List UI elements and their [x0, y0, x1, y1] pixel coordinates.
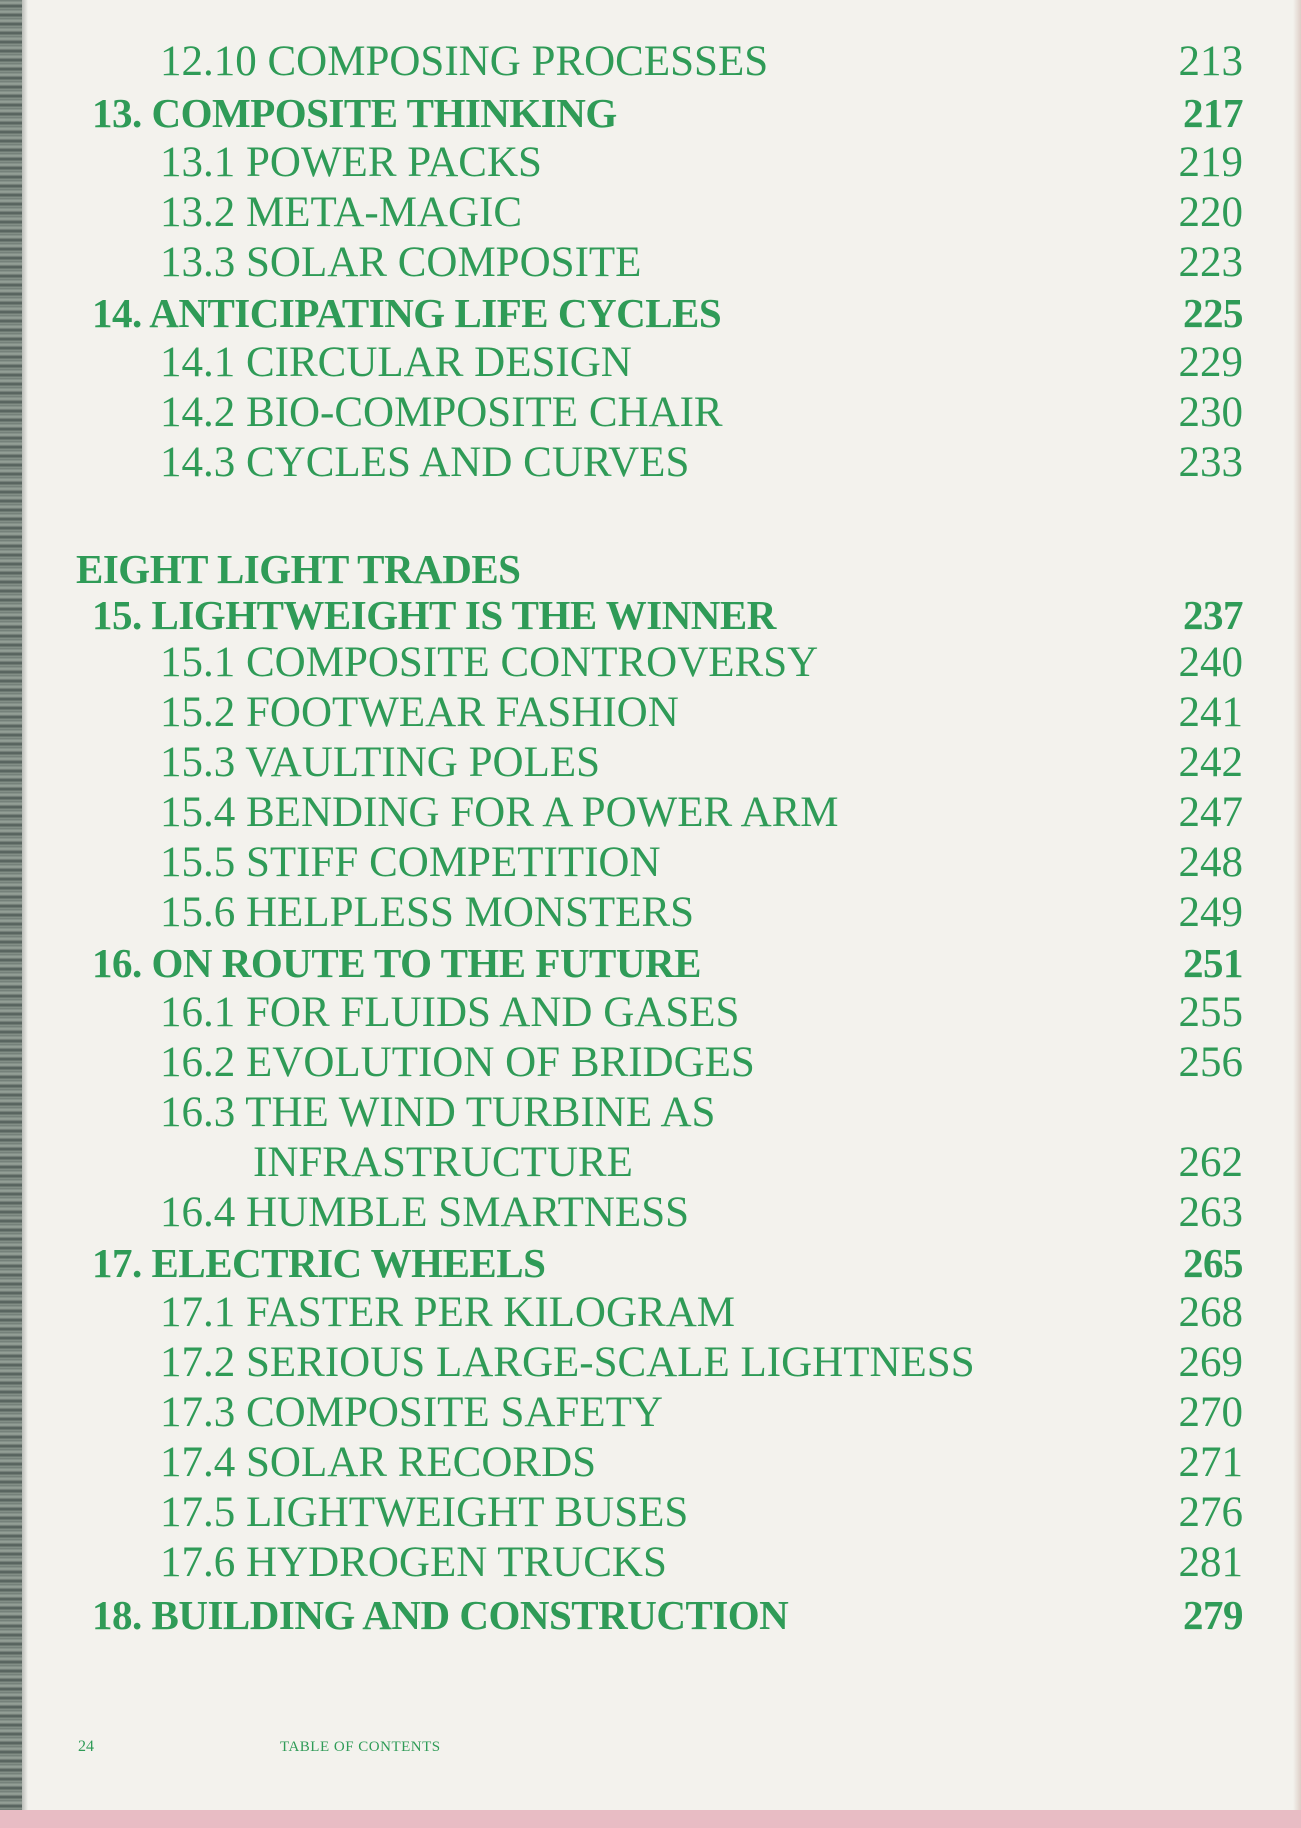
entry-title: 16.1 FOR FLUIDS AND GASES: [160, 989, 740, 1036]
entry-title: 14.3 CYCLES AND CURVES: [160, 439, 690, 486]
chapter-title: 14. ANTICIPATING LIFE CYCLES: [92, 290, 722, 336]
toc-entry: [0, 888, 1301, 938]
chapter-title: 18. BUILDING AND CONSTRUCTION: [92, 1592, 789, 1638]
bottom-edge: [0, 1810, 1301, 1828]
entry-title: 14.1 CIRCULAR DESIGN: [160, 339, 632, 386]
entry-page: 255: [1178, 989, 1243, 1036]
toc-entry: [0, 188, 1301, 238]
entry-title: 17.5 LIGHTWEIGHT BUSES: [160, 1489, 689, 1536]
toc-entry: [0, 388, 1301, 438]
toc-entry: [0, 988, 1301, 1038]
entry-page: 281: [1178, 1539, 1243, 1586]
chapter-title: 13. COMPOSITE THINKING: [92, 90, 617, 136]
entry-title: 13.2 META-MAGIC: [160, 189, 523, 236]
entry-page: 263: [1178, 1189, 1243, 1236]
toc-entry: [0, 738, 1301, 788]
toc-entry: [0, 37, 1301, 87]
entry-page: 223: [1178, 239, 1243, 286]
toc-chapter: [0, 288, 1301, 338]
toc-chapter: [0, 1590, 1301, 1640]
entry-page: 240: [1178, 639, 1243, 686]
entry-page: 262: [1178, 1139, 1243, 1186]
toc-entry: [0, 1488, 1301, 1538]
toc-entry: [0, 1038, 1301, 1088]
entry-title: 15.4 BENDING FOR A POWER ARM: [160, 789, 839, 836]
toc-entry: [0, 238, 1301, 288]
toc-entry: [0, 1338, 1301, 1388]
chapter-page: 237: [1183, 592, 1243, 638]
chapter-page: 279: [1183, 1592, 1243, 1638]
entry-title: 12.10 COMPOSING PROCESSES: [160, 38, 769, 85]
entry-title: INFRASTRUCTURE: [253, 1139, 633, 1186]
entry-title: 15.3 VAULTING POLES: [160, 739, 601, 786]
footer-page-number: 24: [78, 1738, 94, 1755]
toc-entry: [0, 1388, 1301, 1438]
entry-title: 16.2 EVOLUTION OF BRIDGES: [160, 1039, 755, 1086]
toc-section-heading: [0, 544, 1301, 594]
chapter-page: 225: [1183, 290, 1243, 336]
entry-page: 219: [1178, 139, 1243, 186]
entry-page: 233: [1178, 439, 1243, 486]
entry-page: 271: [1178, 1439, 1243, 1486]
entry-page: 256: [1178, 1039, 1243, 1086]
entry-page: 268: [1178, 1289, 1243, 1336]
chapter-title: 17. ELECTRIC WHEELS: [92, 1240, 546, 1286]
entry-page: 213: [1178, 38, 1243, 85]
entry-page: 241: [1178, 689, 1243, 736]
entry-title: 16.4 HUMBLE SMARTNESS: [160, 1189, 690, 1236]
entry-title: 13.3 SOLAR COMPOSITE: [160, 239, 642, 286]
toc-entry: [0, 1288, 1301, 1338]
entry-title: 13.1 POWER PACKS: [160, 139, 542, 186]
chapter-title: 16. ON ROUTE TO THE FUTURE: [92, 940, 701, 986]
entry-page: 242: [1178, 739, 1243, 786]
toc-chapter: [0, 1238, 1301, 1288]
entry-title: 17.4 SOLAR RECORDS: [160, 1439, 597, 1486]
toc-entry: [0, 1088, 1301, 1138]
entry-title: 16.3 THE WIND TURBINE AS: [160, 1089, 716, 1136]
toc-entry: [0, 138, 1301, 188]
chapter-page: 251: [1183, 940, 1243, 986]
toc-entry: [0, 338, 1301, 388]
entry-title: 15.1 COMPOSITE CONTROVERSY: [160, 639, 819, 686]
chapter-title: 15. LIGHTWEIGHT IS THE WINNER: [92, 592, 776, 638]
toc-entry: [0, 638, 1301, 688]
toc-chapter: [0, 88, 1301, 138]
toc-entry: [0, 1438, 1301, 1488]
entry-title: 17.6 HYDROGEN TRUCKS: [160, 1539, 667, 1586]
entry-page: 247: [1178, 789, 1243, 836]
entry-title: 17.2 SERIOUS LARGE-SCALE LIGHTNESS: [160, 1339, 975, 1386]
chapter-page: 217: [1183, 90, 1243, 136]
footer-running-title: TABLE OF CONTENTS: [280, 1739, 441, 1755]
entry-page: 248: [1178, 839, 1243, 886]
entry-page: 220: [1178, 189, 1243, 236]
toc-chapter: [0, 938, 1301, 988]
toc-entry: [0, 788, 1301, 838]
entry-page: 229: [1178, 339, 1243, 386]
entry-title: 17.3 COMPOSITE SAFETY: [160, 1389, 663, 1436]
entry-page: 276: [1178, 1489, 1243, 1536]
toc-entry-continued: [0, 1138, 1301, 1188]
entry-title: 15.5 STIFF COMPETITION: [160, 839, 661, 886]
entry-title: 15.2 FOOTWEAR FASHION: [160, 689, 679, 736]
toc-entry: [0, 838, 1301, 888]
entry-page: 269: [1178, 1339, 1243, 1386]
toc-chapter: [0, 590, 1301, 640]
chapter-page: 265: [1183, 1240, 1243, 1286]
entry-title: 14.2 BIO-COMPOSITE CHAIR: [160, 389, 723, 436]
toc-entry: [0, 1538, 1301, 1588]
entry-page: 230: [1178, 389, 1243, 436]
entry-page: 270: [1178, 1389, 1243, 1436]
entry-title: 17.1 FASTER PER KILOGRAM: [160, 1289, 735, 1336]
toc-entry: [0, 688, 1301, 738]
entry-title: 15.6 HELPLESS MONSTERS: [160, 889, 694, 936]
toc-entry: [0, 438, 1301, 488]
entry-page: 249: [1178, 889, 1243, 936]
section-title: EIGHT LIGHT TRADES: [76, 546, 521, 592]
toc-entry: [0, 1188, 1301, 1238]
